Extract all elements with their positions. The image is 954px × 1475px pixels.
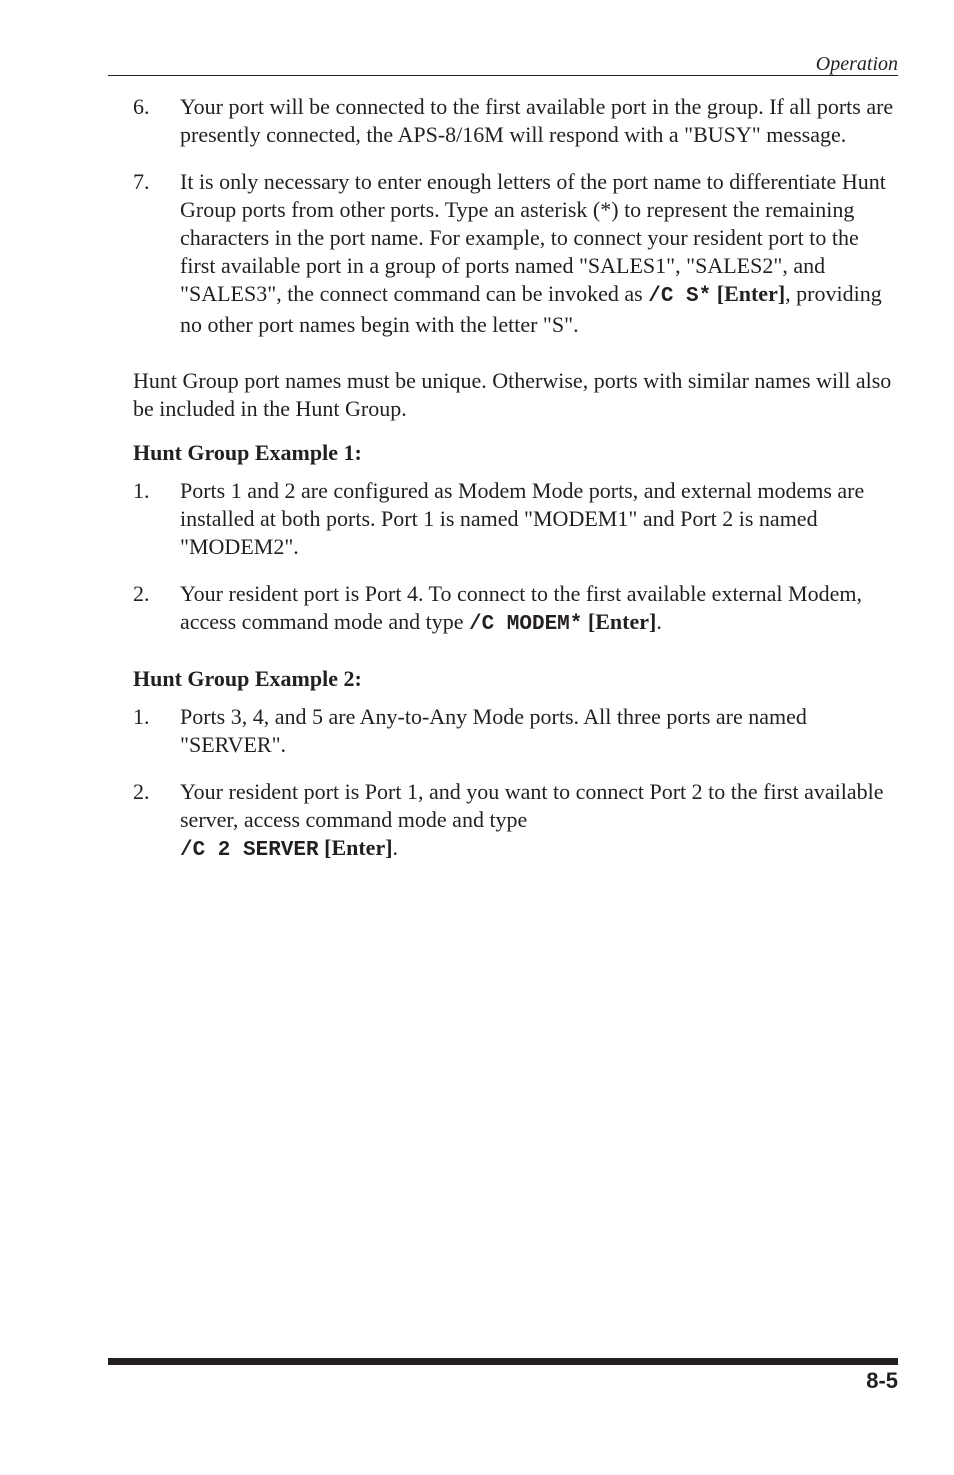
- text-after-command: .: [392, 835, 399, 860]
- unique-names-paragraph: Hunt Group port names must be unique. Otherwise, ports with similar names will also be included in the Hunt Group.: [133, 368, 892, 421]
- command-text: /C MODEM*: [468, 613, 583, 636]
- running-header: Operation: [815, 53, 898, 75]
- text-before-command: Your resident port is Port 4. To connect to the first available external Modem, access command mode and type: [180, 581, 862, 634]
- page-number: 8-5: [866, 1368, 898, 1393]
- list-item-6: [133, 93, 898, 149]
- list-text: Ports 1 and 2 are configured as Modem Mode ports, and external modems are installed at both ports. Port 1 is named "MODEM1" and Port 2 is named "MODEM2".: [180, 478, 865, 559]
- list-number: 2.: [133, 581, 150, 606]
- list-text: [180, 580, 898, 639]
- text-before-command: It is only necessary to enter enough letters of the port name to differentiate Hunt Group ports from other ports. Type an asterisk (*) to represent the remaining characters in the port name. For example, to connect your resident port to the first available port in a group of ports named "SALES1", "SALES2", and "SALES3", the connect command can be invoked as: [180, 169, 886, 306]
- list-number: 7.: [133, 169, 150, 194]
- enter-key-label: [Enter]: [716, 281, 786, 306]
- text-after-command: , providing no other port names begin with the letter "S".: [180, 281, 882, 337]
- command-text: /C 2 SERVER: [180, 839, 319, 862]
- list-item-7: [133, 168, 898, 339]
- example-1-item-2: [133, 580, 898, 639]
- header-rule: [108, 75, 898, 76]
- footer-rule: [108, 1358, 898, 1365]
- example-2-item-1: [133, 703, 898, 759]
- text-before-command: Your resident port is Port 1, and you want to connect Port 2 to the first available server, access command mode and type: [180, 779, 884, 832]
- list-number: 2.: [133, 779, 150, 804]
- list-number: 6.: [133, 94, 150, 119]
- example-1-item-1: [133, 477, 898, 561]
- list-number: 1.: [133, 478, 150, 503]
- command-text: /C S*: [648, 285, 712, 308]
- page-body: [133, 93, 898, 884]
- list-text: [180, 168, 898, 339]
- text-after-command: .: [656, 609, 662, 634]
- list-text: [180, 778, 898, 865]
- list-text: Ports 3, 4, and 5 are Any-to-Any Mode ports. All three ports are named "SERVER".: [180, 704, 807, 757]
- enter-key-label: [Enter]: [324, 835, 393, 860]
- list-text: Your port will be connected to the first available port in the group. If all ports are presently connected, the APS-8/16M will respond with a "BUSY" message.: [180, 94, 894, 147]
- example-2-item-2: [133, 778, 898, 865]
- example-2-heading: Hunt Group Example 2:: [133, 666, 362, 691]
- enter-key-label: [Enter]: [587, 609, 657, 634]
- example-1-heading: Hunt Group Example 1:: [133, 440, 362, 465]
- list-number: 1.: [133, 704, 150, 729]
